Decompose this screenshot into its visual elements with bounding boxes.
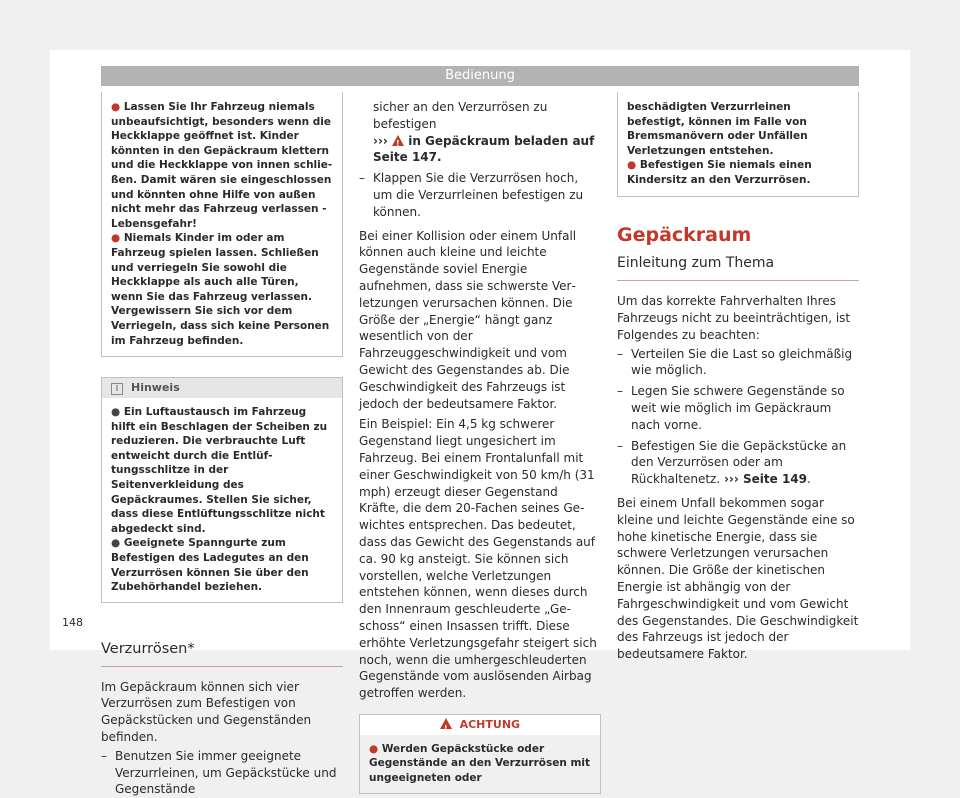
section-title: Einleitung zum Thema — [617, 255, 775, 272]
caution-box-cont — [617, 92, 859, 197]
bullet-icon: ● — [111, 232, 124, 245]
chapter-title: Gepäckraum — [617, 223, 752, 246]
bullet-icon: ● — [369, 742, 382, 755]
hint-box — [101, 377, 343, 603]
dash-item: – Legen Sie schwere Gegenstände so weit wie möglich im Gepäckraum nach vorne. — [617, 384, 845, 432]
hint-item: ● Ein Luftaustausch im Fahrzeug hilft ein Beschlagen der Scheiben zu reduzieren. Die verbrauchte Luft entweicht durch die Entlüftungsschlitze in der Seitenverkleidung des Gepäckraumes. Stellen Sie sicher, dass diese Entlüftungsschlitze nicht abgedeckt sind. — [111, 406, 328, 535]
ref-arrow: ››› — [723, 472, 739, 487]
hint-header: i Hinweis — [102, 378, 342, 398]
caution-cont: beschädigten Verzurrleinen befestigt, können im Falle von Bremsmanövern oder Unfällen Verletzungen entstehen. — [627, 101, 808, 157]
warning-icon — [392, 135, 404, 146]
dash-item: – Verteilen Sie die Last so gleichmäßig wie möglich. — [617, 346, 853, 378]
section-title: Verzurrösen* — [101, 640, 195, 657]
page-number: 148 — [62, 616, 83, 629]
middle-column — [359, 99, 601, 794]
dash-item-cont: sicher an den Verzurrösen zu befestigen ››› ! in Gepäckraum beladen auf Seite 147. — [359, 99, 601, 166]
intro-text: Im Gepäckraum können sich vier Verzurrösen zum Befestigen von Gepäckstücken und Gegenständen befinden. — [101, 679, 312, 744]
dash-item: – Klappen Sie die Verzurrösen hoch, um die Verzurrleinen befestigen zu können. — [359, 171, 584, 219]
left-column — [101, 92, 343, 798]
hint-item: ● Geeignete Spanngurte zum Befestigen des Ladegutes an den Verzurrösen können Sie über den Zubehörhandel beziehen. — [111, 537, 309, 594]
dash-item: – Befestigen Sie die Gepäckstücke an den Verzurrösen oder am Rückhaltenetz. ››› Seite 149. — [617, 438, 847, 487]
warning-icon — [440, 718, 452, 729]
paragraph: Ein Beispiel: Ein 4,5 kg schwerer Gegenstand liegt ungesichert im Fahrzeug. Bei einem Frontalunfall mit einer Geschwindigkeit von 50 km/h (31 mph) erzeugt dieser Gegenstand Kräfte, die dem 20-Fachen seines Gewichtes entsprechen. Das bedeutet, dass das Gewicht des Gegenstands auf ca. 90 kg ansteigt. Sie können sich vorstellen, welche Verletzungen entstehen können, wenn dieses durch den Innenraum geschleuderte „Geschoss“ einen Insassen trifft. Diese erhöhte Verletzungsgefahr steigert sich noch, wenn die umhergeschleuderten Gegenstände vom auslösenden Airbag getroffen werden. — [359, 417, 597, 701]
warning-item: ● Lassen Sie Ihr Fahrzeug niemals unbeaufsichtigt, besonders wenn die Heckklappe geöffnet ist. Kinder könnten in den Gepäckraum klettern und die Heckklappe von innen schließen. Damit wären sie eingeschlossen und könnten ohne Hilfe von außen nicht mehr das Fahrzeug verlassen - Lebensgefahr! — [111, 101, 333, 230]
ref-arrow: ››› — [373, 133, 388, 148]
dash-item: – Benutzen Sie immer geeignete Verzurrleinen, um Gepäckstücke und Gegenstände — [101, 748, 337, 797]
info-icon: i — [111, 383, 123, 395]
page-reference[interactable]: in Gepäckraum beladen auf Seite 147. — [373, 133, 595, 165]
bullet-icon: ● — [111, 101, 124, 113]
caution-header: ! ACHTUNG — [360, 715, 600, 735]
bullet-icon: ● — [111, 406, 124, 419]
caution-item: ● Befestigen Sie niemals einen Kindersitz an den Verzurrösen. — [627, 159, 812, 186]
paragraph: Bei einem Unfall bekommen sogar kleine und leichte Gegenstände eine so hohe kinetische Energie, dass sie schwere Verletzungen verursachen können. Die Größe der kinetischen Energie ist abhängig von der Fahrgeschwindigkeit und vom Gewicht des Gegenstandes. Die Geschwindigkeit des Fahrzeugs ist jedoch der bedeutsamere Faktor. — [617, 495, 859, 662]
warning-box — [101, 92, 343, 357]
warning-item: ● Niemals Kinder im oder am Fahrzeug spielen lassen. Schließen und verriegeln Sie sowohl die Heckklappe als auch alle Türen, wenn Sie das Fahrzeug verlassen. Vergewissern Sie sich vor dem Verriegeln, dass sich keine Personen im Fahrzeug befinden. — [111, 232, 330, 347]
page-header: Bedienung — [101, 66, 859, 86]
caution-box — [359, 714, 601, 794]
page-reference[interactable]: Seite 149 — [743, 472, 807, 487]
paragraph: Bei einer Kollision oder einem Unfall können auch kleine und leichte Gegenstände soviel Energie aufnehmen, dass sie schwerste Verletzungen verursachen können. Die Größe der „Energie“ hängt ganz wesentlich von der Fahrzeuggeschwindigkeit und vom Gewicht des Gegenstandes ab. Die Geschwindigkeit des Fahrzeugs ist jedoch der bedeutsamere Faktor. — [359, 228, 577, 411]
bullet-icon: ● — [627, 159, 640, 172]
intro-text: Um das korrekte Fahrverhalten Ihres Fahrzeugs nicht zu beeinträchtigen, ist Folgendes zu beachten: — [617, 294, 851, 342]
caution-item: ● Werden Gepäckstücke oder Gegenstände an den Verzurrösen mit ungeeigneten oder — [369, 742, 591, 785]
right-column — [617, 92, 859, 663]
bullet-icon: ● — [111, 537, 124, 550]
